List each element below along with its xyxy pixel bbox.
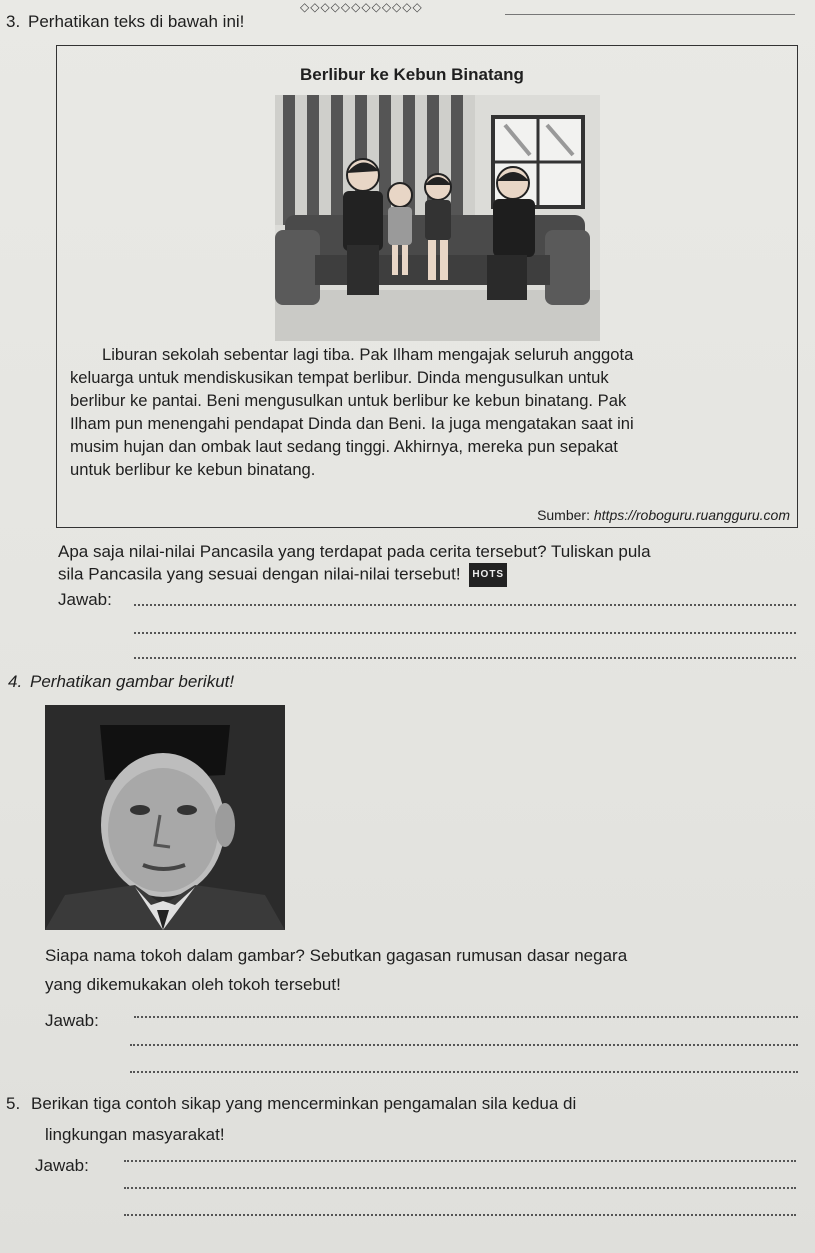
story-source bbox=[537, 507, 790, 523]
q3-question-line: Apa saja nilai-nilai Pancasila yang terdapat pada cerita tersebut? Tuliskan pula bbox=[58, 542, 651, 561]
q4-question-line: yang dikemukakan oleh tokoh tersebut! bbox=[45, 975, 341, 994]
story-line: untuk berlibur ke kebun binatang. bbox=[70, 460, 316, 479]
q4-answer-label: Jawab: bbox=[45, 1011, 99, 1030]
q3-number: 3. bbox=[6, 12, 21, 31]
q3-answer-line-2[interactable] bbox=[134, 632, 796, 634]
story-line: Ilham pun menengahi pendapat Dinda dan Beni. Ia juga mengatakan saat ini bbox=[70, 414, 634, 433]
header-decoration: ◇◇◇◇◇◇◇◇◇◇◇◇ bbox=[300, 0, 423, 14]
q5-number: 5. bbox=[6, 1094, 21, 1113]
q3-answer-line-1[interactable] bbox=[134, 604, 796, 606]
q3-prompt: Perhatikan teks di bawah ini! bbox=[28, 12, 245, 31]
story-line: keluarga untuk mendiskusikan tempat berlibur. Dinda mengusulkan untuk bbox=[70, 368, 609, 387]
q3-question-line bbox=[58, 563, 507, 587]
family-discussion-illustration bbox=[275, 95, 600, 341]
q3-answer-label: Jawab: bbox=[58, 590, 112, 609]
q5-answer-label: Jawab: bbox=[35, 1156, 89, 1175]
q4-answer-line-2[interactable] bbox=[130, 1044, 798, 1046]
historical-figure-photo bbox=[45, 705, 285, 930]
story-line: Liburan sekolah sebentar lagi tiba. Pak Ilham mengajak seluruh anggota bbox=[102, 345, 634, 364]
q5-answer-line-3[interactable] bbox=[124, 1214, 796, 1216]
header-rule bbox=[505, 14, 795, 15]
q3-question-line-2: sila Pancasila yang sesuai dengan nilai-nilai tersebut! bbox=[58, 564, 461, 584]
q4-answer-line-1[interactable] bbox=[134, 1016, 798, 1018]
q5-answer-line-1[interactable] bbox=[124, 1160, 796, 1162]
q5-question-line: Berikan tiga contoh sikap yang mencerminkan pengamalan sila kedua di bbox=[31, 1094, 577, 1113]
story-line: berlibur ke pantai. Beni mengusulkan untuk berlibur ke kebun binatang. Pak bbox=[70, 391, 627, 410]
father-figure bbox=[343, 159, 383, 295]
source-label: Sumber: bbox=[537, 507, 590, 523]
q5-answer-line-2[interactable] bbox=[124, 1187, 796, 1189]
story-title: Berlibur ke Kebun Binatang bbox=[300, 65, 524, 84]
story-line: musim hujan dan ombak laut sedang tinggi. Akhirnya, mereka pun sepakat bbox=[70, 437, 618, 456]
q4-answer-line-3[interactable] bbox=[130, 1071, 798, 1073]
q5-question-line: lingkungan masyarakat! bbox=[45, 1125, 225, 1144]
q4-prompt: Perhatikan gambar berikut! bbox=[30, 672, 235, 691]
q4-question-line: Siapa nama tokoh dalam gambar? Sebutkan gagasan rumusan dasar negara bbox=[45, 946, 628, 965]
source-url: https://roboguru.ruangguru.com bbox=[593, 507, 790, 523]
hots-badge: HOTS bbox=[469, 563, 507, 587]
story-paragraph bbox=[70, 343, 795, 481]
q4-number: 4. bbox=[8, 672, 23, 691]
q3-answer-line-3[interactable] bbox=[134, 657, 796, 659]
